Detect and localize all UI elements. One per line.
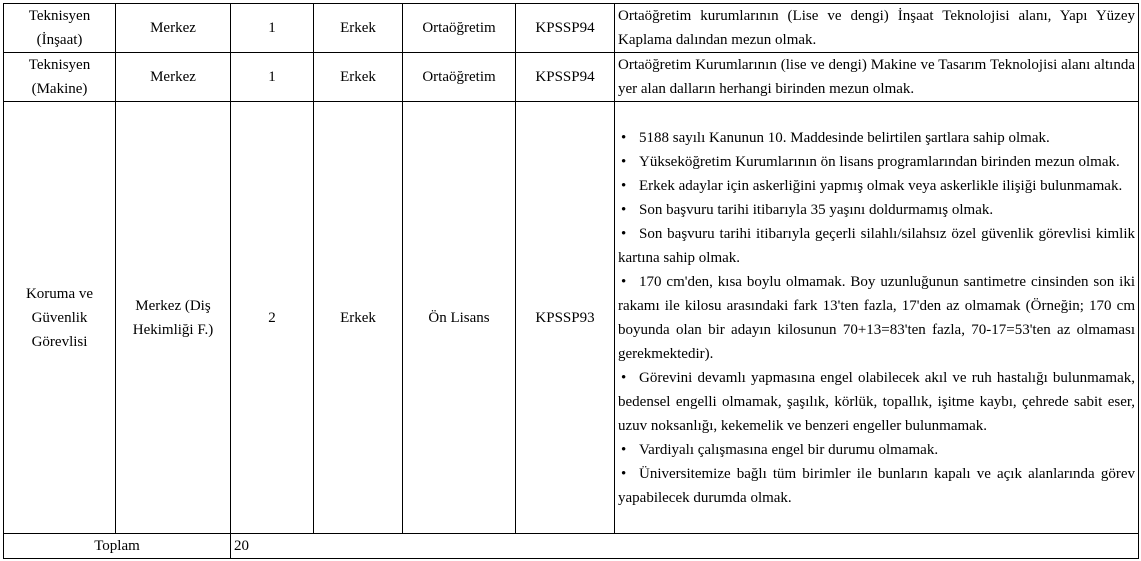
location-cell: Merkez — [116, 53, 231, 102]
location-cell — [116, 102, 231, 534]
requirement-text: 170 cm'den, kısa boylu olmamak. Boy uzunluğunun santimetre cinsinden son iki rakamı ile kilosu arasındaki fark 13'ten fazla, 17'den az olmamak (Örneğin; 170 cm boyunda olan bir adayın kilosunun 70+13=83'ten fazla, 70-17=53'ten az olmaması gerekmektedir). — [618, 273, 1135, 362]
location-line: Hekimliği F.) — [132, 321, 214, 338]
bullet-icon: • — [621, 225, 627, 242]
bullet-icon: • — [621, 369, 627, 386]
requirement-text: Son başvuru tarihi itibarıyla 35 yaşını doldurmamış olmak. — [639, 201, 994, 218]
requirement-text: Yükseköğretim Kurumlarının ön lisans programlarından birinden mezun olmak. — [639, 153, 1120, 170]
requirement-item — [618, 198, 1135, 222]
bullet-icon: • — [621, 177, 627, 194]
position-cell — [4, 53, 116, 102]
requirement-text: Görevini devamlı yapmasına engel olabilecek akıl ve ruh hastalığı bulunmamak, bedensel engelli olmamak, şaşılık, körlük, topallık, işitme kaybı, çehrede sabit eser, uzuv noksanlığı, kekemelik ve benzeri engeller bulunmamak. — [618, 369, 1135, 434]
requirement-text: Vardiyalı çalışmasına engel bir durumu olmamak. — [639, 441, 939, 458]
requirement-item — [618, 366, 1135, 438]
requirement-text: Erkek adaylar için askerliğini yapmış olmak veya askerlikle ilişiği bulunmamak. — [639, 177, 1123, 194]
kpss-cell: KPSSP94 — [516, 4, 615, 53]
requirement-item — [618, 270, 1135, 366]
position-line: Teknisyen — [28, 8, 91, 24]
requirements-cell: Ortaöğretim kurumlarının (Lise ve dengi) İnşaat Teknolojisi alanı, Yapı Yüzey Kaplama dalından mezun olmak. — [615, 4, 1139, 53]
education-cell: Ön Lisans — [403, 102, 516, 534]
gender-cell: Erkek — [314, 102, 403, 534]
location-line: Merkez (Diş — [135, 297, 211, 314]
requirement-text: Son başvuru tarihi itibarıyla geçerli silahlı/silahsız özel güvenlik görevlisi kimlik kartına sahip olmak. — [618, 225, 1135, 266]
total-label: Toplam — [4, 534, 231, 559]
requirements-cell: Ortaöğretim Kurumlarının (lise ve dengi) Makine ve Tasarım Teknolojisi alanı altında yer alan dalların herhangi birinden mezun olmak. — [615, 53, 1139, 102]
requirement-item — [618, 150, 1135, 174]
education-cell: Ortaöğretim — [403, 53, 516, 102]
position-line: (İnşaat) — [36, 32, 83, 48]
total-blank-cell — [615, 534, 1139, 559]
requirement-text: Üniversitemize bağlı tüm birimler ile bunların kapalı ve açık alanlarında görev yapabilecek durumda olmak. — [618, 465, 1135, 506]
requirement-text: 5188 sayılı Kanunun 10. Maddesinde belirtilen şartlara sahip olmak. — [639, 129, 1050, 146]
requirement-item — [618, 222, 1135, 270]
position-line: Görevlisi — [31, 333, 88, 350]
table-row — [4, 53, 1139, 102]
kpss-cell: KPSSP94 — [516, 53, 615, 102]
table-row — [4, 4, 1139, 53]
position-line: Koruma ve — [25, 285, 94, 302]
location-cell: Merkez — [116, 4, 231, 53]
table-row — [4, 102, 1139, 534]
position-line: Güvenlik — [31, 309, 88, 326]
total-value: 20 — [231, 534, 615, 559]
bullet-icon: • — [621, 273, 627, 290]
requirement-item — [618, 438, 1135, 462]
bullet-icon: • — [621, 153, 627, 170]
education-cell: Ortaöğretim — [403, 4, 516, 53]
count-cell: 2 — [231, 102, 314, 534]
requirement-item — [618, 462, 1135, 510]
bullet-icon: • — [621, 201, 627, 218]
position-cell — [4, 4, 116, 53]
requirements-list — [615, 102, 1139, 534]
position-line: Teknisyen — [28, 57, 91, 73]
positions-table — [3, 3, 1139, 559]
position-line: (Makine) — [31, 81, 88, 97]
kpss-cell: KPSSP93 — [516, 102, 615, 534]
requirement-item — [618, 174, 1135, 198]
count-cell: 1 — [231, 53, 314, 102]
total-row — [4, 534, 1139, 559]
bullet-icon: • — [621, 129, 627, 146]
bullet-icon: • — [621, 465, 627, 482]
bullet-icon: • — [621, 441, 627, 458]
requirement-item — [618, 126, 1135, 150]
position-cell — [4, 102, 116, 534]
gender-cell: Erkek — [314, 4, 403, 53]
gender-cell: Erkek — [314, 53, 403, 102]
count-cell: 1 — [231, 4, 314, 53]
